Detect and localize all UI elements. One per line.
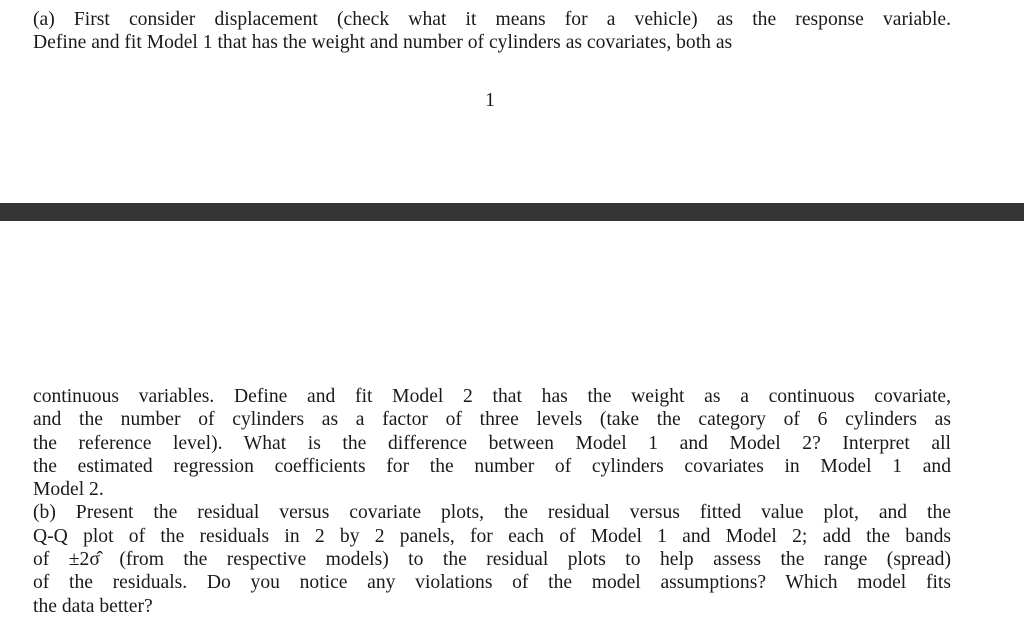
text-line: Q-Q plot of the residuals in 2 by 2 panels, for each of Model 1 and Model 2; add the bands [33, 525, 951, 547]
document-page-top [0, 0, 1024, 203]
text-line: and the number of cylinders as a factor of three levels (take the category of 6 cylinders as [33, 409, 951, 431]
text-line: (a) First consider displacement (check what it means for a vehicle) as the response variable. [33, 9, 951, 30]
text-line: Define and fit Model 1 that has the weight and number of cylinders as covariates, both as [33, 32, 733, 54]
page-break-divider [0, 203, 1024, 221]
text-line: of ±2σ̂ (from the respective models) to the residual plots to help assess the range (spread) [33, 549, 951, 571]
question-text-continued [33, 385, 951, 618]
text-line: the estimated regression coefficients for the number of cylinders covariates in Model 1 and [33, 455, 951, 477]
page-number: 1 [485, 90, 495, 111]
text-line: Model 2. [33, 479, 104, 501]
text-line: the reference level). What is the difference between Model 1 and Model 2? Interpret all [33, 432, 951, 454]
text-line: continuous variables. Define and fit Model 2 that has the weight as a continuous covariate, [33, 386, 951, 407]
question-a-text-start [33, 8, 951, 55]
text-line: of the residuals. Do you notice any violations of the model assumptions? Which model fits [33, 572, 951, 594]
text-line: (b) Present the residual versus covariate plots, the residual versus fitted value plot, and the [33, 502, 951, 524]
text-line: the data better? [33, 595, 153, 617]
